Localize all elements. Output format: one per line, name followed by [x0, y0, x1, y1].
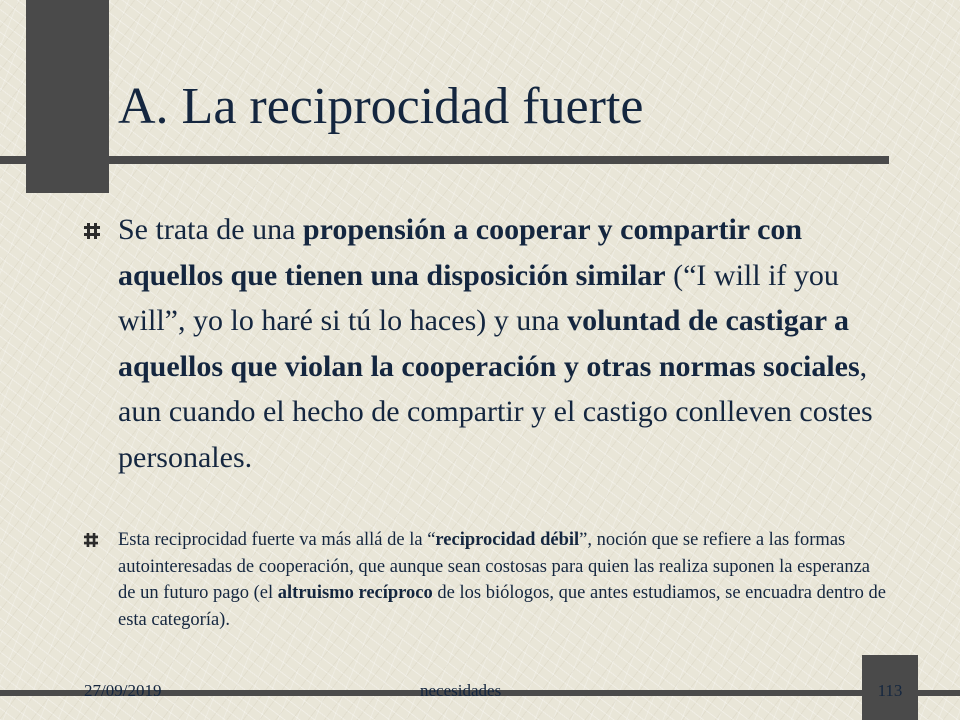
bullet-paragraph-2	[118, 527, 888, 633]
para2-bold-1: reciprocidad débil	[435, 530, 580, 550]
para2-text-3: de los biólogos, que antes estudiamos, se encuadra dentro de esta categoría).	[118, 583, 886, 630]
para2-text-2: ”, noción que se refiere a las formas autointeresadas de cooperación, que aunque sean costosas para quien las realiza suponen la esperanza de un futuro pago (el	[118, 530, 871, 603]
para1-text-2: (“I will if you will”, yo lo haré si tú lo haces) y una	[118, 258, 839, 337]
para1-bold-2: voluntad de castigar a aquellos que violan la cooperación y otras normas sociales	[118, 304, 860, 383]
slide-title: A. La reciprocidad fuerte	[118, 78, 644, 135]
para2-bold-2: altruismo recíproco	[277, 583, 433, 603]
hash-bullet-icon	[84, 533, 100, 549]
bullet-paragraph-1	[118, 207, 878, 480]
title-underline-rule	[0, 156, 889, 164]
para2-text-1: Esta reciprocidad fuerte va más allá de la “	[118, 530, 436, 550]
para1-text-1: Se trata de una	[118, 213, 303, 246]
footer-rule-right	[918, 690, 960, 696]
para1-text-3: , aun cuando el hecho de compartir y el castigo conlleven costes personales.	[118, 349, 873, 474]
footer-date: 27/09/2019	[84, 681, 162, 700]
para1-bold-1: propensión a cooperar y compartir con aquellos que tienen una disposición similar	[118, 213, 803, 292]
footer-center-text: necesidades	[420, 681, 502, 700]
title-accent-block	[26, 0, 109, 193]
page-number: 113	[877, 681, 903, 700]
hash-bullet-icon	[84, 223, 100, 239]
